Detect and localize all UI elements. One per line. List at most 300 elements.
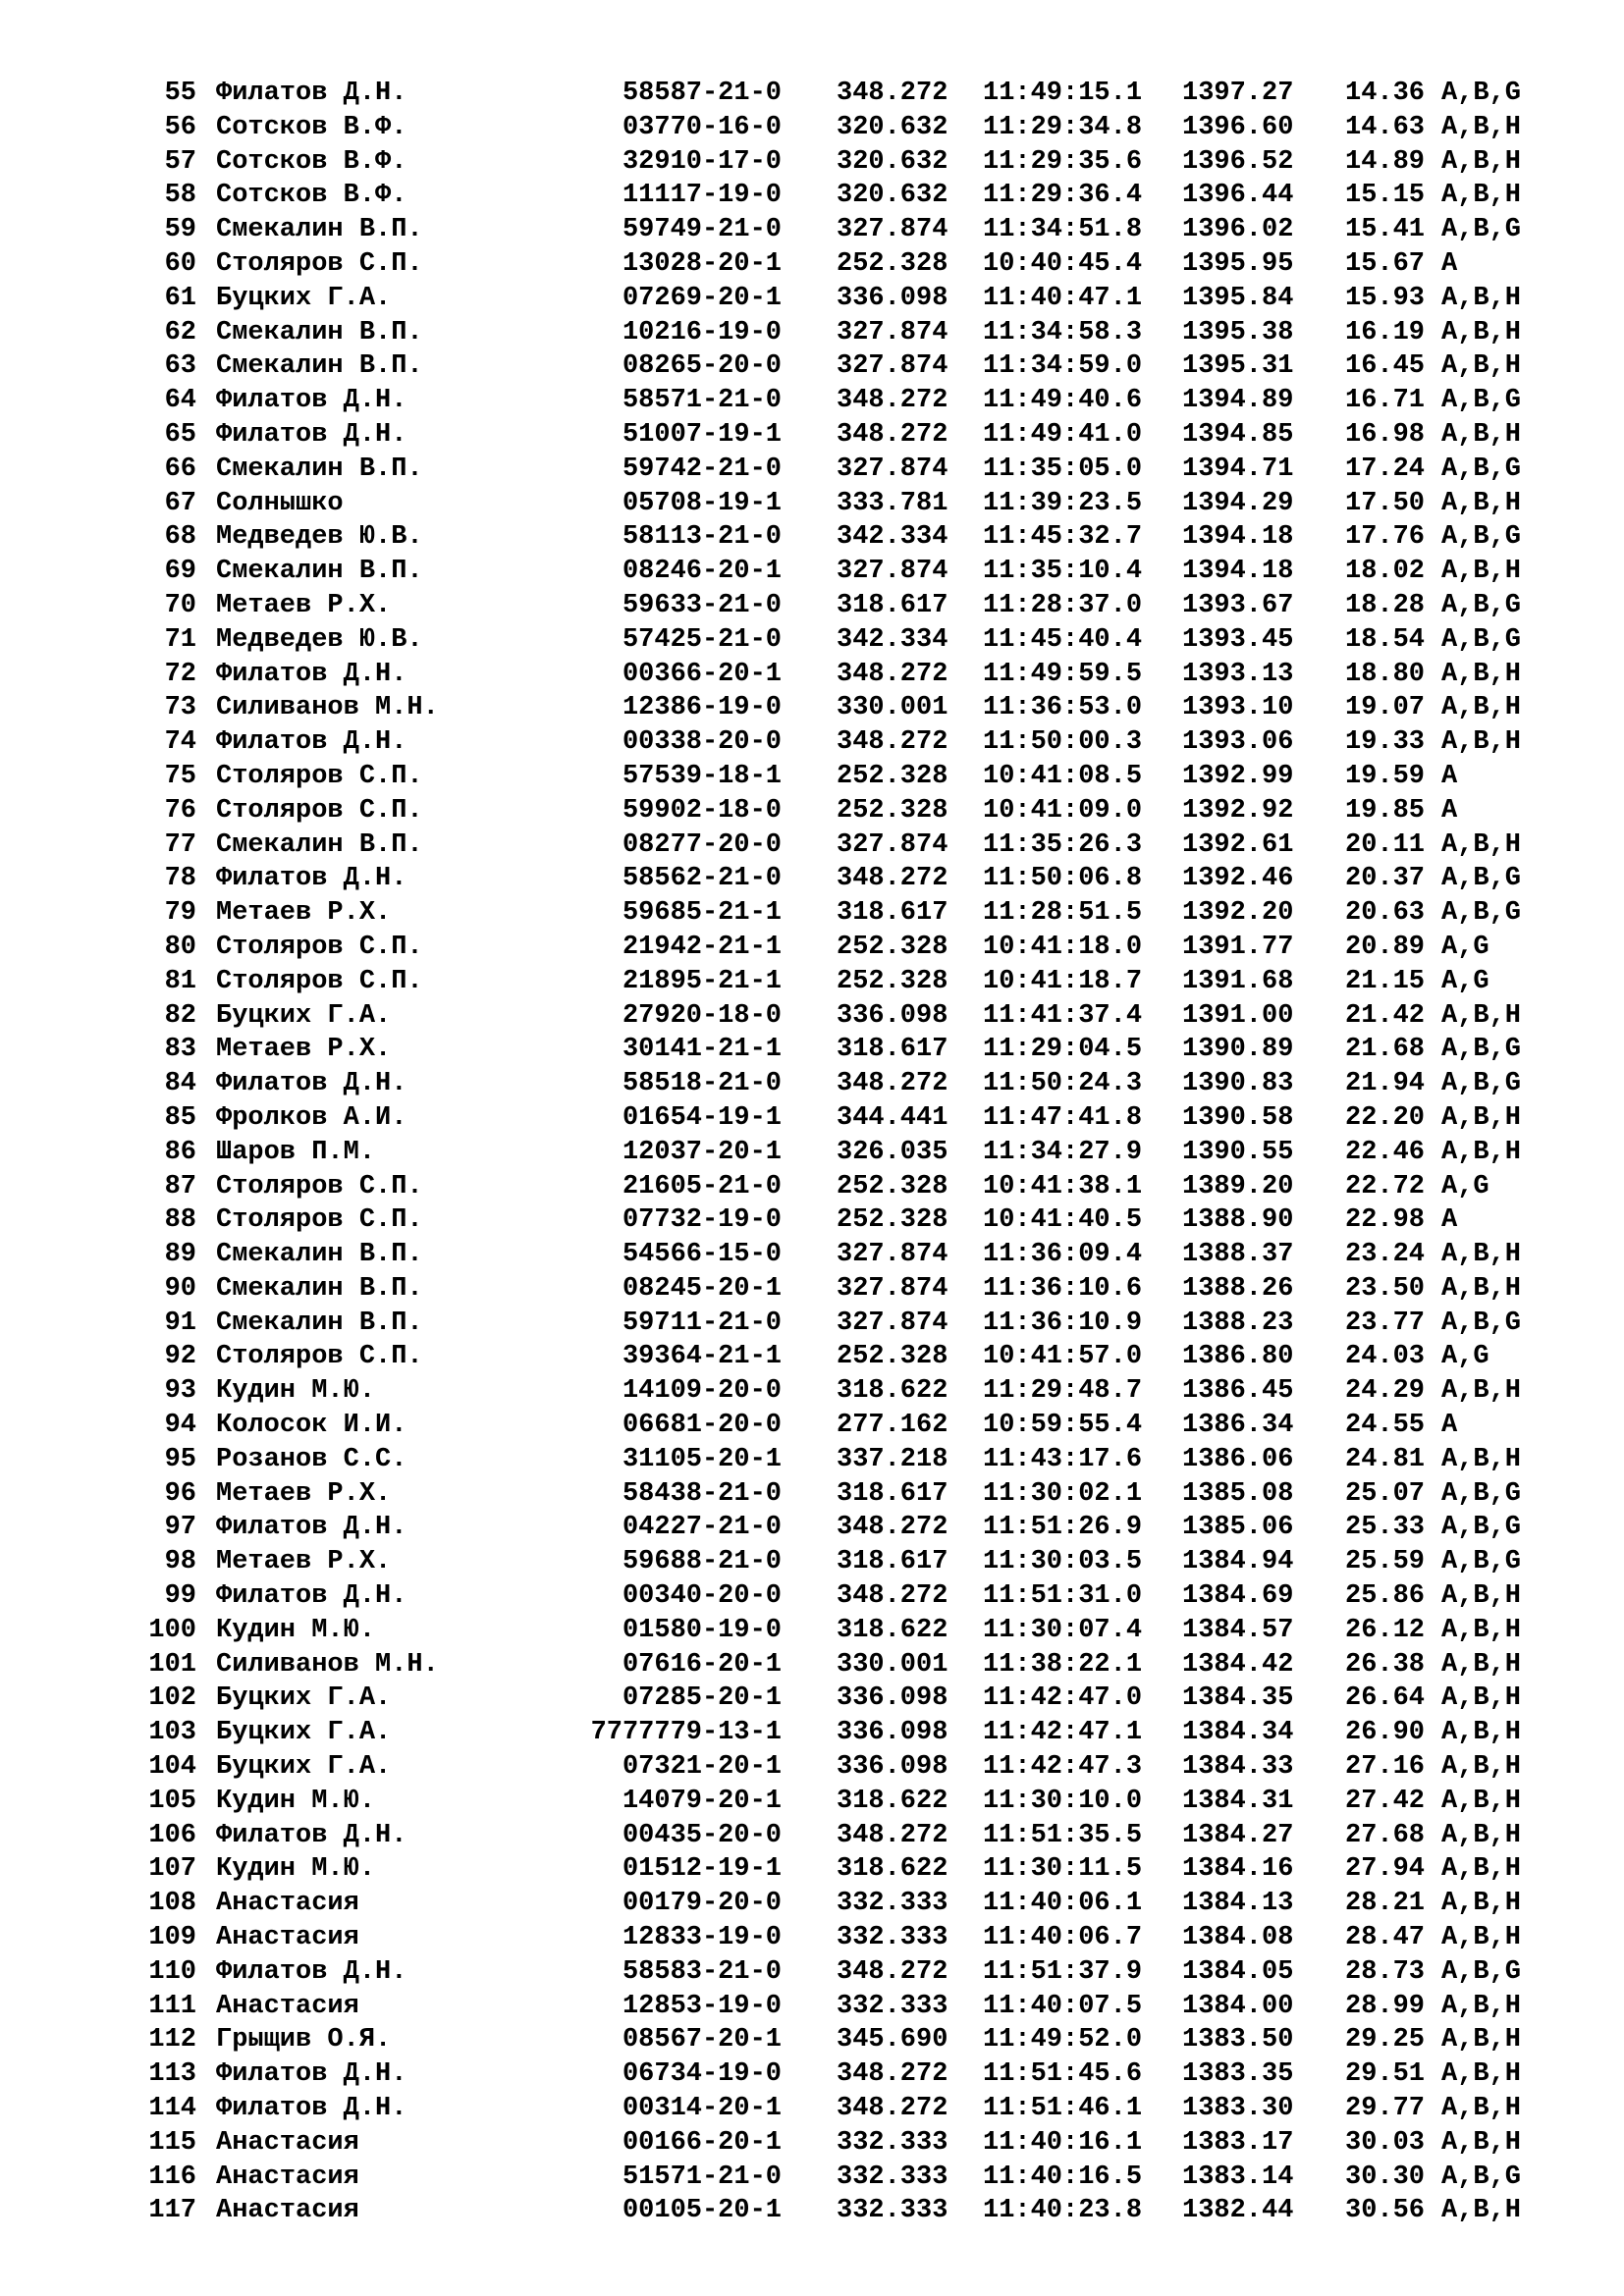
ring-number-cell: 30141-21-1 [622,1035,782,1065]
categories-cell: A,B,H [1441,1649,1522,1680]
place-cell: 62 [164,317,196,347]
arrival-time-cell: 11:42:47.0 [983,1683,1143,1714]
arrival-time-cell: 11:51:37.9 [983,1956,1143,1987]
categories-cell: A,B,G [1441,2162,1522,2192]
categories-cell: A,B,H [1441,1683,1522,1714]
coefficient-cell: 16.98 [1345,419,1426,450]
place-cell: 94 [164,1411,196,1441]
distance-cell: 348.272 [837,1069,948,1099]
table-row [0,1238,1624,1272]
arrival-time-cell: 11:34:27.9 [983,1137,1143,1167]
arrival-time-cell: 11:34:58.3 [983,317,1143,347]
coefficient-cell: 19.59 [1345,761,1426,791]
categories-cell: A,B,G [1441,1547,1522,1577]
fancier-name-cell: Сотсков В.Ф. [216,181,407,211]
fancier-name-cell: Филатов Д.Н. [216,659,407,689]
fancier-name-cell: Филатов Д.Н. [216,2059,407,2090]
categories-cell: A,B,G [1441,1308,1522,1338]
distance-cell: 342.334 [837,624,948,655]
arrival-time-cell: 11:29:48.7 [983,1376,1143,1407]
ring-number-cell: 14079-20-1 [622,1786,782,1816]
distance-cell: 330.001 [837,1649,948,1680]
speed-cell: 1384.05 [1182,1956,1294,1987]
categories-cell: A,B,G [1441,215,1522,245]
place-cell: 108 [148,1889,196,1919]
place-cell: 102 [148,1683,196,1714]
distance-cell: 252.328 [837,248,948,279]
categories-cell: A,B,H [1441,1786,1522,1816]
arrival-time-cell: 11:28:51.5 [983,898,1143,929]
coefficient-cell: 26.12 [1345,1615,1426,1645]
ring-number-cell: 59688-21-0 [622,1547,782,1577]
categories-cell: A,B,H [1441,419,1522,450]
table-row [0,384,1624,418]
distance-cell: 348.272 [837,2094,948,2124]
ring-number-cell: 21895-21-1 [622,966,782,996]
speed-cell: 1395.84 [1182,283,1294,313]
arrival-time-cell: 11:50:06.8 [983,864,1143,894]
speed-cell: 1384.13 [1182,1889,1294,1919]
distance-cell: 252.328 [837,1171,948,1201]
arrival-time-cell: 11:49:40.6 [983,386,1143,416]
ring-number-cell: 08277-20-0 [622,829,782,860]
fancier-name-cell: Анастасия [216,2127,359,2158]
distance-cell: 318.622 [837,1854,948,1885]
fancier-name-cell: Столяров С.П. [216,1205,423,1236]
coefficient-cell: 21.94 [1345,1069,1426,1099]
speed-cell: 1384.34 [1182,1718,1294,1748]
categories-cell: A,B,G [1441,590,1522,620]
ring-number-cell: 06681-20-0 [622,1411,782,1441]
arrival-time-cell: 11:40:06.7 [983,1923,1143,1953]
place-cell: 72 [164,659,196,689]
place-cell: 113 [148,2059,196,2090]
coefficient-cell: 25.59 [1345,1547,1426,1577]
table-row [0,453,1624,487]
place-cell: 91 [164,1308,196,1338]
coefficient-cell: 18.02 [1345,557,1426,587]
categories-cell: A,B,H [1441,146,1522,177]
arrival-time-cell: 10:41:09.0 [983,795,1143,826]
distance-cell: 318.622 [837,1786,948,1816]
speed-cell: 1395.95 [1182,248,1294,279]
speed-cell: 1384.31 [1182,1786,1294,1816]
coefficient-cell: 29.25 [1345,2025,1426,2056]
coefficient-cell: 25.07 [1345,1478,1426,1509]
arrival-time-cell: 11:40:07.5 [983,1991,1143,2021]
distance-cell: 320.632 [837,181,948,211]
ring-number-cell: 08265-20-0 [622,351,782,382]
ring-number-cell: 03770-16-0 [622,112,782,142]
ring-number-cell: 00179-20-0 [622,1889,782,1919]
arrival-time-cell: 11:45:32.7 [983,522,1143,553]
distance-cell: 336.098 [837,1000,948,1031]
ring-number-cell: 00314-20-1 [622,2094,782,2124]
ring-number-cell: 58113-21-0 [622,522,782,553]
table-row [0,520,1624,555]
place-cell: 58 [164,181,196,211]
table-row [0,1409,1624,1443]
arrival-time-cell: 11:42:47.3 [983,1752,1143,1783]
distance-cell: 348.272 [837,1581,948,1612]
table-row [0,1785,1624,1819]
ring-number-cell: 57425-21-0 [622,624,782,655]
arrival-time-cell: 11:30:07.4 [983,1615,1143,1645]
coefficient-cell: 20.11 [1345,829,1426,860]
ring-number-cell: 58583-21-0 [622,1956,782,1987]
place-cell: 60 [164,248,196,279]
coefficient-cell: 27.42 [1345,1786,1426,1816]
table-row [0,1170,1624,1204]
speed-cell: 1386.06 [1182,1444,1294,1474]
speed-cell: 1384.27 [1182,1820,1294,1850]
place-cell: 107 [148,1854,196,1885]
speed-cell: 1394.18 [1182,522,1294,553]
place-cell: 56 [164,112,196,142]
arrival-time-cell: 10:41:40.5 [983,1205,1143,1236]
distance-cell: 318.622 [837,1376,948,1407]
ring-number-cell: 59749-21-0 [622,215,782,245]
speed-cell: 1394.18 [1182,557,1294,587]
table-row [0,1852,1624,1887]
coefficient-cell: 22.20 [1345,1102,1426,1133]
arrival-time-cell: 11:36:10.9 [983,1308,1143,1338]
table-row [0,1067,1624,1101]
distance-cell: 252.328 [837,761,948,791]
categories-cell: A [1441,1411,1458,1441]
coefficient-cell: 14.63 [1345,112,1426,142]
speed-cell: 1383.30 [1182,2094,1294,2124]
place-cell: 96 [164,1478,196,1509]
coefficient-cell: 26.90 [1345,1718,1426,1748]
arrival-time-cell: 11:35:05.0 [983,454,1143,484]
table-row [0,999,1624,1034]
coefficient-cell: 17.24 [1345,454,1426,484]
fancier-name-cell: Филатов Д.Н. [216,1581,407,1612]
ring-number-cell: 06734-19-0 [622,2059,782,2090]
categories-cell: A [1441,795,1458,826]
speed-cell: 1391.00 [1182,1000,1294,1031]
arrival-time-cell: 11:43:17.6 [983,1444,1143,1474]
fancier-name-cell: Анастасия [216,1889,359,1919]
coefficient-cell: 30.56 [1345,2196,1426,2226]
speed-cell: 1386.80 [1182,1342,1294,1372]
table-row [0,1477,1624,1512]
arrival-time-cell: 11:30:03.5 [983,1547,1143,1577]
speed-cell: 1384.00 [1182,1991,1294,2021]
results-table [0,77,1624,2228]
ring-number-cell: 08245-20-1 [622,1273,782,1304]
distance-cell: 332.333 [837,1923,948,1953]
arrival-time-cell: 11:35:10.4 [983,557,1143,587]
distance-cell: 327.874 [837,1273,948,1304]
place-cell: 66 [164,454,196,484]
distance-cell: 336.098 [837,283,948,313]
speed-cell: 1396.44 [1182,181,1294,211]
fancier-name-cell: Филатов Д.Н. [216,1820,407,1850]
arrival-time-cell: 11:50:24.3 [983,1069,1143,1099]
place-cell: 63 [164,351,196,382]
distance-cell: 318.617 [837,898,948,929]
fancier-name-cell: Анастасия [216,2196,359,2226]
distance-cell: 348.272 [837,2059,948,2090]
fancier-name-cell: Смекалин В.П. [216,454,423,484]
ring-number-cell: 07616-20-1 [622,1649,782,1680]
speed-cell: 1392.99 [1182,761,1294,791]
table-row [0,2126,1624,2161]
coefficient-cell: 23.50 [1345,1273,1426,1304]
place-cell: 111 [148,1991,196,2021]
fancier-name-cell: Смекалин В.П. [216,1308,423,1338]
arrival-time-cell: 11:51:35.5 [983,1820,1143,1850]
speed-cell: 1389.20 [1182,1171,1294,1201]
ring-number-cell: 54566-15-0 [622,1240,782,1270]
coefficient-cell: 28.21 [1345,1889,1426,1919]
arrival-time-cell: 11:50:00.3 [983,727,1143,758]
distance-cell: 348.272 [837,1513,948,1543]
categories-cell: A,B,H [1441,1273,1522,1304]
categories-cell: A,B,H [1441,488,1522,518]
speed-cell: 1383.17 [1182,2127,1294,2158]
table-row [0,1101,1624,1136]
fancier-name-cell: Анастасия [216,1991,359,2021]
place-cell: 109 [148,1923,196,1953]
ring-number-cell: 00105-20-1 [622,2196,782,2226]
fancier-name-cell: Кудин М.Ю. [216,1376,376,1407]
coefficient-cell: 29.77 [1345,2094,1426,2124]
categories-cell: A,B,G [1441,1069,1522,1099]
distance-cell: 348.272 [837,79,948,108]
distance-cell: 332.333 [837,2162,948,2192]
place-cell: 88 [164,1205,196,1236]
place-cell: 83 [164,1035,196,1065]
table-row [0,1272,1624,1307]
place-cell: 59 [164,215,196,245]
fancier-name-cell: Буцких Г.А. [216,1752,392,1783]
arrival-time-cell: 10:41:18.0 [983,932,1143,962]
table-row [0,1307,1624,1341]
table-row [0,931,1624,965]
speed-cell: 1390.89 [1182,1035,1294,1065]
place-cell: 70 [164,590,196,620]
coefficient-cell: 22.46 [1345,1137,1426,1167]
table-row [0,1511,1624,1545]
coefficient-cell: 16.19 [1345,317,1426,347]
fancier-name-cell: Смекалин В.П. [216,215,423,245]
table-row [0,1990,1624,2024]
speed-cell: 1384.42 [1182,1649,1294,1680]
distance-cell: 348.272 [837,419,948,450]
arrival-time-cell: 11:36:10.6 [983,1273,1143,1304]
ring-number-cell: 32910-17-0 [622,146,782,177]
ring-number-cell: 07285-20-1 [622,1683,782,1714]
distance-cell: 320.632 [837,146,948,177]
ring-number-cell: 58562-21-0 [622,864,782,894]
place-cell: 106 [148,1820,196,1850]
categories-cell: A [1441,1205,1458,1236]
coefficient-cell: 26.38 [1345,1649,1426,1680]
ring-number-cell: 51007-19-1 [622,419,782,450]
coefficient-cell: 22.98 [1345,1205,1426,1236]
ring-number-cell: 59633-21-0 [622,590,782,620]
speed-cell: 1394.71 [1182,454,1294,484]
fancier-name-cell: Филатов Д.Н. [216,79,407,108]
categories-cell: A,B,G [1441,1478,1522,1509]
fancier-name-cell: Сотсков В.Ф. [216,112,407,142]
fancier-name-cell: Смекалин В.П. [216,557,423,587]
place-cell: 78 [164,864,196,894]
distance-cell: 348.272 [837,1820,948,1850]
ring-number-cell: 27920-18-0 [622,1000,782,1031]
place-cell: 77 [164,829,196,860]
ring-number-cell: 14109-20-0 [622,1376,782,1407]
table-row [0,1682,1624,1716]
arrival-time-cell: 11:35:26.3 [983,829,1143,860]
speed-cell: 1384.35 [1182,1683,1294,1714]
table-row [0,1716,1624,1750]
arrival-time-cell: 11:34:59.0 [983,351,1143,382]
table-row [0,1136,1624,1170]
table-row [0,862,1624,896]
coefficient-cell: 19.85 [1345,795,1426,826]
table-row [0,1340,1624,1374]
fancier-name-cell: Кудин М.Ю. [216,1854,376,1885]
distance-cell: 252.328 [837,795,948,826]
speed-cell: 1393.13 [1182,659,1294,689]
fancier-name-cell: Грыщив О.Я. [216,2025,392,2056]
categories-cell: A,B,H [1441,829,1522,860]
distance-cell: 252.328 [837,932,948,962]
distance-cell: 318.622 [837,1615,948,1645]
fancier-name-cell: Шаров П.М. [216,1137,376,1167]
categories-cell: A,B,H [1441,181,1522,211]
arrival-time-cell: 11:40:16.1 [983,2127,1143,2158]
coefficient-cell: 16.45 [1345,351,1426,382]
arrival-time-cell: 11:49:59.5 [983,659,1143,689]
arrival-time-cell: 11:36:53.0 [983,693,1143,723]
coefficient-cell: 23.24 [1345,1240,1426,1270]
table-row [0,896,1624,931]
speed-cell: 1385.06 [1182,1513,1294,1543]
speed-cell: 1386.45 [1182,1376,1294,1407]
fancier-name-cell: Смекалин В.П. [216,317,423,347]
fancier-name-cell: Филатов Д.Н. [216,386,407,416]
arrival-time-cell: 11:29:36.4 [983,181,1143,211]
fancier-name-cell: Столяров С.П. [216,932,423,962]
fancier-name-cell: Солнышко [216,488,344,518]
distance-cell: 327.874 [837,1240,948,1270]
speed-cell: 1394.85 [1182,419,1294,450]
speed-cell: 1392.20 [1182,898,1294,929]
coefficient-cell: 27.16 [1345,1752,1426,1783]
categories-cell: A,B,H [1441,2059,1522,2090]
place-cell: 87 [164,1171,196,1201]
arrival-time-cell: 11:49:15.1 [983,79,1143,108]
arrival-time-cell: 11:45:40.4 [983,624,1143,655]
categories-cell: A [1441,761,1458,791]
categories-cell: A,B,H [1441,1991,1522,2021]
coefficient-cell: 15.67 [1345,248,1426,279]
coefficient-cell: 15.93 [1345,283,1426,313]
categories-cell: A,B,H [1441,351,1522,382]
ring-number-cell: 58571-21-0 [622,386,782,416]
arrival-time-cell: 11:49:41.0 [983,419,1143,450]
table-row [0,589,1624,623]
arrival-time-cell: 11:40:47.1 [983,283,1143,313]
table-row [0,794,1624,828]
ring-number-cell: 07321-20-1 [622,1752,782,1783]
place-cell: 115 [148,2127,196,2158]
place-cell: 57 [164,146,196,177]
place-cell: 75 [164,761,196,791]
distance-cell: 252.328 [837,966,948,996]
arrival-time-cell: 11:29:04.5 [983,1035,1143,1065]
distance-cell: 348.272 [837,727,948,758]
ring-number-cell: 58438-21-0 [622,1478,782,1509]
distance-cell: 336.098 [837,1718,948,1748]
speed-cell: 1394.29 [1182,488,1294,518]
place-cell: 68 [164,522,196,553]
arrival-time-cell: 10:41:08.5 [983,761,1143,791]
arrival-time-cell: 11:30:10.0 [983,1786,1143,1816]
speed-cell: 1384.08 [1182,1923,1294,1953]
ring-number-cell: 11117-19-0 [622,181,782,211]
ring-number-cell: 12833-19-0 [622,1923,782,1953]
table-row [0,1887,1624,1921]
distance-cell: 318.617 [837,1547,948,1577]
coefficient-cell: 23.77 [1345,1308,1426,1338]
fancier-name-cell: Филатов Д.Н. [216,1513,407,1543]
speed-cell: 1390.58 [1182,1102,1294,1133]
place-cell: 69 [164,557,196,587]
table-row [0,1374,1624,1409]
place-cell: 79 [164,898,196,929]
speed-cell: 1382.44 [1182,2196,1294,2226]
categories-cell: A,B,H [1441,1854,1522,1885]
place-cell: 90 [164,1273,196,1304]
ring-number-cell: 59685-21-1 [622,898,782,929]
speed-cell: 1388.23 [1182,1308,1294,1338]
categories-cell: A,B,G [1441,386,1522,416]
fancier-name-cell: Кудин М.Ю. [216,1615,376,1645]
fancier-name-cell: Метаев Р.Х. [216,898,392,929]
fancier-name-cell: Метаев Р.Х. [216,1478,392,1509]
speed-cell: 1383.50 [1182,2025,1294,2056]
coefficient-cell: 17.76 [1345,522,1426,553]
categories-cell: A,G [1441,1171,1489,1201]
coefficient-cell: 18.28 [1345,590,1426,620]
speed-cell: 1393.67 [1182,590,1294,620]
categories-cell: A,B,G [1441,898,1522,929]
arrival-time-cell: 10:59:55.4 [983,1411,1143,1441]
categories-cell: A,B,H [1441,2025,1522,2056]
ring-number-cell: 58518-21-0 [622,1069,782,1099]
arrival-time-cell: 10:41:18.7 [983,966,1143,996]
distance-cell: 332.333 [837,2196,948,2226]
speed-cell: 1393.45 [1182,624,1294,655]
place-cell: 65 [164,419,196,450]
speed-cell: 1388.90 [1182,1205,1294,1236]
categories-cell: A,B,H [1441,112,1522,142]
table-row [0,1614,1624,1648]
categories-cell: A [1441,248,1458,279]
table-row [0,77,1624,111]
categories-cell: A,G [1441,966,1489,996]
categories-cell: A,B,H [1441,317,1522,347]
distance-cell: 345.690 [837,2025,948,2056]
coefficient-cell: 29.51 [1345,2059,1426,2090]
place-cell: 101 [148,1649,196,1680]
